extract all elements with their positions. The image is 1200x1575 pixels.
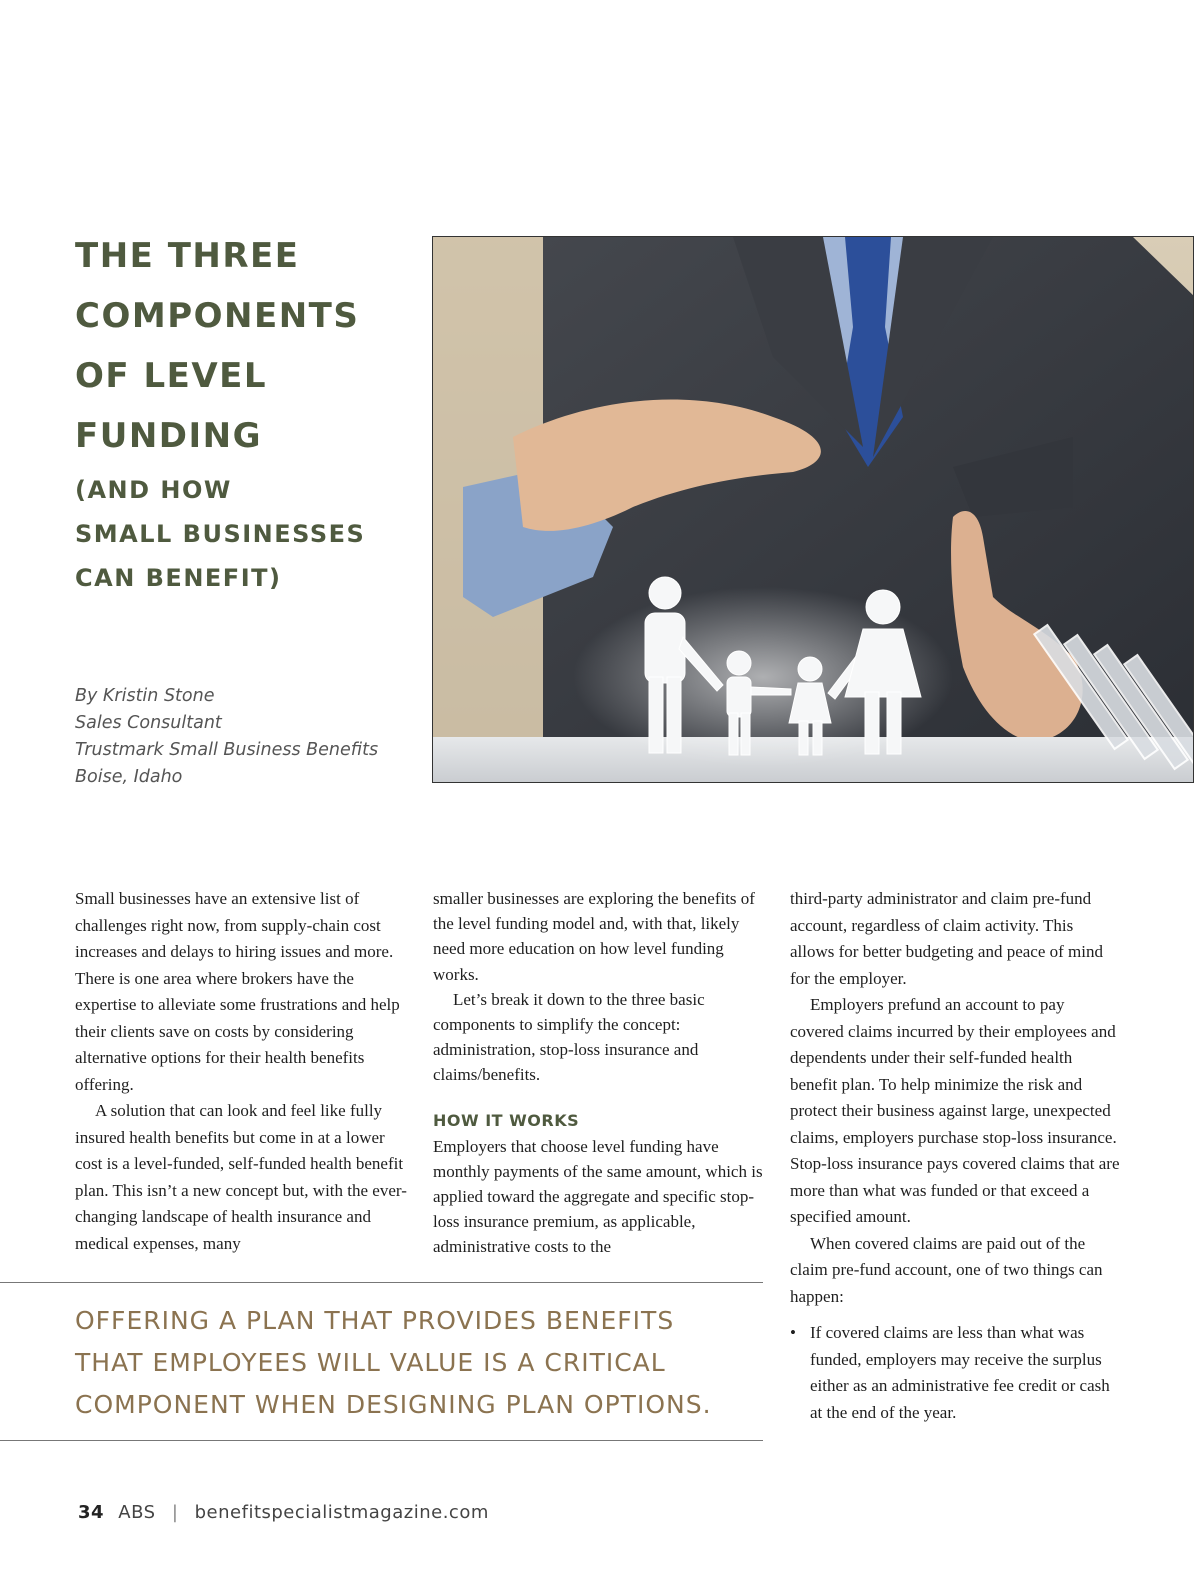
author-location: Boise, Idaho (75, 767, 183, 787)
author-byline (75, 683, 425, 791)
page-number: 34 (78, 1502, 105, 1523)
footer-separator: | (171, 1502, 179, 1523)
subtitle-line: CAN BENEFIT) (75, 564, 282, 592)
article-title (75, 226, 405, 600)
body-column-3 (790, 886, 1120, 1426)
magazine-name: ABS (118, 1502, 156, 1523)
title-line: COMPONENTS (75, 296, 360, 336)
paragraph: Small businesses have an extensive list of challenges right now, from supply-chain cost increases and delays to hiring issues and more. There is one area where brokers have the expertise to alleviate some frustrations and help their clients save on costs by considering alternative options for their health benefits offering. (75, 889, 400, 1094)
bullet-item: • If covered claims are less than what was funded, employers may receive the surplus either as an administrative fee credit or cash at the end of the year. (810, 1320, 1120, 1426)
author-company: Trustmark Small Business Benefits (75, 740, 379, 760)
paragraph: Employers that choose level funding have monthly payments of the same amount, which is applied toward the aggregate and specific stop-loss insurance premium, as applicable, administrative costs to the (433, 1136, 763, 1257)
paragraph: smaller businesses are exploring the benefits of the level funding model and, with that, likely need more education on how level funding works. (433, 889, 755, 984)
website-link[interactable]: benefitspecialistmagazine.com (194, 1502, 489, 1523)
title-line: FUNDING (75, 416, 263, 456)
author-name: By Kristin Stone (75, 686, 215, 706)
pull-quote (75, 1300, 765, 1426)
title-line: THE THREE (75, 236, 300, 276)
pull-quote-line: COMPONENT WHEN DESIGNING PLAN OPTIONS. (75, 1390, 712, 1419)
section-heading: HOW IT WORKS (433, 1110, 580, 1130)
subtitle-line: (AND HOW (75, 476, 232, 504)
body-column-2 (433, 886, 768, 1260)
pullquote-top-rule (0, 1282, 763, 1283)
pullquote-bottom-rule (0, 1440, 763, 1441)
paragraph: A solution that can look and feel like fully insured health benefits but come in at a lower cost is a level-funded, self-funded health benefit plan. This isn’t a new concept but, with the ever-changing landscape of health insurance and medical expenses, many (75, 1101, 407, 1253)
subtitle-line: SMALL BUSINESSES (75, 520, 366, 548)
title-line: OF LEVEL (75, 356, 268, 396)
page-footer (78, 1502, 489, 1523)
bullet-list (790, 1320, 1120, 1426)
paragraph: Employers prefund an account to pay covered claims incurred by their employees and dependents under their self-funded health benefit plan. To help minimize the risk and protect their business against large, unexpected claims, employers purchase stop-loss insurance. Stop-loss insurance pays covered claims that are more than what was funded or that exceed a specified amount. (790, 995, 1120, 1226)
hero-photo (432, 236, 1194, 783)
body-column-1 (75, 886, 410, 1257)
pull-quote-line: THAT EMPLOYEES WILL VALUE IS A CRITICAL (75, 1348, 666, 1377)
pull-quote-line: OFFERING A PLAN THAT PROVIDES BENEFITS (75, 1306, 675, 1335)
paragraph: When covered claims are paid out of the claim pre-fund account, one of two things can happen: (790, 1233, 1103, 1306)
author-title: Sales Consultant (75, 713, 222, 733)
paragraph: Let’s break it down to the three basic components to simplify the concept: administration, stop-loss insurance and claims/benefits. (433, 989, 705, 1085)
paragraph: third-party administrator and claim pre-fund account, regardless of claim activity. This allows for better budgeting and peace of mind for the employer. (790, 889, 1103, 988)
